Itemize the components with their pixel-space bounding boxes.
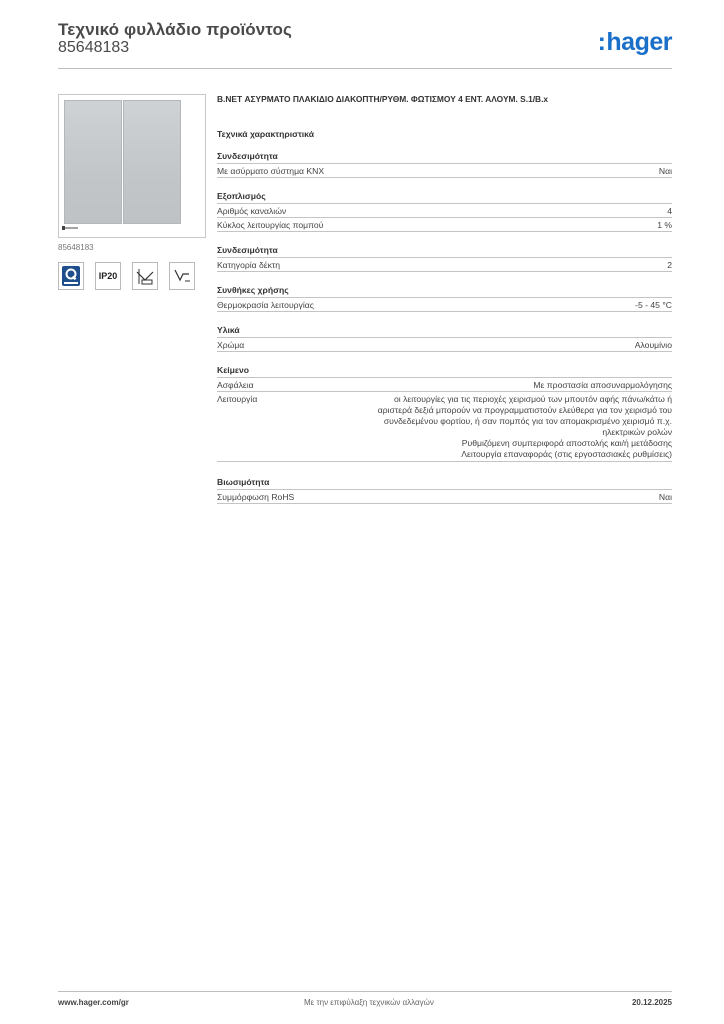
spec-row [217, 298, 672, 312]
image-code: 85648183 [58, 243, 94, 252]
footer-website-link[interactable]: www.hager.com/gr [58, 998, 129, 1007]
certification-icons [58, 262, 195, 290]
logo-prefix: : [597, 28, 606, 56]
function-line: συνδεδεμένου φορτίου, ή σαν πομπός για τον απομακρισμένο χειρισμό π.χ. [383, 416, 672, 426]
rocker-panel-right [123, 100, 181, 224]
spec-value-multiline [326, 394, 672, 460]
function-line: Λειτουργία επαναφοράς (στις εργοστασιακές ρυθμίσεις) [461, 449, 672, 459]
spec-group-connectivity [217, 150, 672, 178]
spec-label: Αριθμός καναλιών [217, 206, 287, 216]
group-title: Κείμενο [217, 364, 672, 378]
spec-label: Κύκλος λειτουργίας πομπού [217, 220, 324, 230]
spec-content [217, 94, 672, 516]
spec-value: Ναι [658, 492, 672, 502]
spec-row [217, 378, 672, 392]
spec-row [217, 392, 672, 462]
footer-divider [58, 991, 672, 992]
spec-row [217, 204, 672, 218]
group-title: Συνδεσιμότητα [217, 150, 672, 164]
spec-label: Συμμόρφωση RoHS [217, 492, 295, 502]
spec-label: Χρώμα [217, 340, 245, 350]
spec-label: Με ασύρματο σύστημα KNX [217, 166, 325, 176]
group-title: Υλικά [217, 324, 672, 338]
spec-value: 2 [667, 260, 672, 270]
product-image-frame [58, 94, 206, 238]
spec-group-sustainability [217, 476, 672, 504]
group-title: Βιωσιμότητα [217, 476, 672, 490]
function-line: Ρυθμιζόμενη συμπεριφορά αποστολής και/ή μετάδοσης [461, 438, 672, 448]
product-code-header: 85648183 [58, 39, 130, 56]
spec-row [217, 490, 672, 504]
logo-text: hager [606, 28, 672, 56]
rocker-panel-left [64, 100, 122, 224]
scale-icon [62, 226, 78, 230]
spec-group-equipment [217, 190, 672, 232]
hager-logo [598, 28, 672, 57]
spec-row [217, 218, 672, 232]
spec-group-materials [217, 324, 672, 352]
group-title: Συνθήκες χρήσης [217, 284, 672, 298]
ip20-icon: IP20 [95, 262, 121, 290]
quality-badge-icon [58, 262, 84, 290]
group-title: Συνδεσιμότητα [217, 244, 672, 258]
footer-date: 20.12.2025 [631, 998, 672, 1007]
spec-label: Κατηγορία δέκτη [217, 260, 281, 270]
product-name: B.NET ΑΣΥΡΜΑΤΟ ΠΛΑΚΙΔΙΟ ΔΙΑΚΟΠΤΗ/ΡΥΘΜ. ΦΩΤΙΣΜΟΥ 4 ΕΝΤ. ΑΛΟΥΜ. S.1/B.x [217, 94, 549, 104]
spec-row [217, 258, 672, 272]
footer-notice: Με την επιφύλαξη τεχνικών αλλαγών [304, 998, 434, 1007]
install-box-icon [132, 262, 158, 290]
function-line: οι λειτουργίες για τις περιοχές χειρισμού των μπουτόν αφής πάνω/κάτω ή [394, 394, 672, 404]
function-line: αριστερά δεξιά μπορούν να προγραμματιστούν ελεύθερα για τον χειρισμό του [377, 405, 672, 415]
spec-group-text [217, 364, 672, 462]
spec-group-conditions [217, 284, 672, 312]
function-line: ηλεκτρικών ρολών [602, 427, 672, 437]
spec-group-connectivity-2 [217, 244, 672, 272]
spec-value: Ναι [658, 166, 672, 176]
spec-value: -5 - 45 °C [635, 300, 672, 310]
spec-label: Ασφάλεια [217, 380, 254, 390]
page-title: Τεχνικό φυλλάδιο προϊόντος [58, 20, 292, 39]
spec-value: 4 [667, 206, 672, 216]
header-divider [58, 68, 672, 69]
spec-label: Λειτουργία [217, 394, 258, 404]
spec-label: Θερμοκρασία λειτουργίας [217, 300, 314, 310]
group-title: Εξοπλισμός [217, 190, 672, 204]
spec-row [217, 164, 672, 178]
section-title: Τεχνικά χαρακτηριστικά [217, 129, 314, 139]
spec-row [217, 338, 672, 352]
spec-value: Με προστασία αποσυναρμολόγησης [533, 380, 672, 390]
spec-value: 1 % [657, 220, 672, 230]
wiring-icon [169, 262, 195, 290]
spec-value: Αλουμίνιο [634, 340, 672, 350]
